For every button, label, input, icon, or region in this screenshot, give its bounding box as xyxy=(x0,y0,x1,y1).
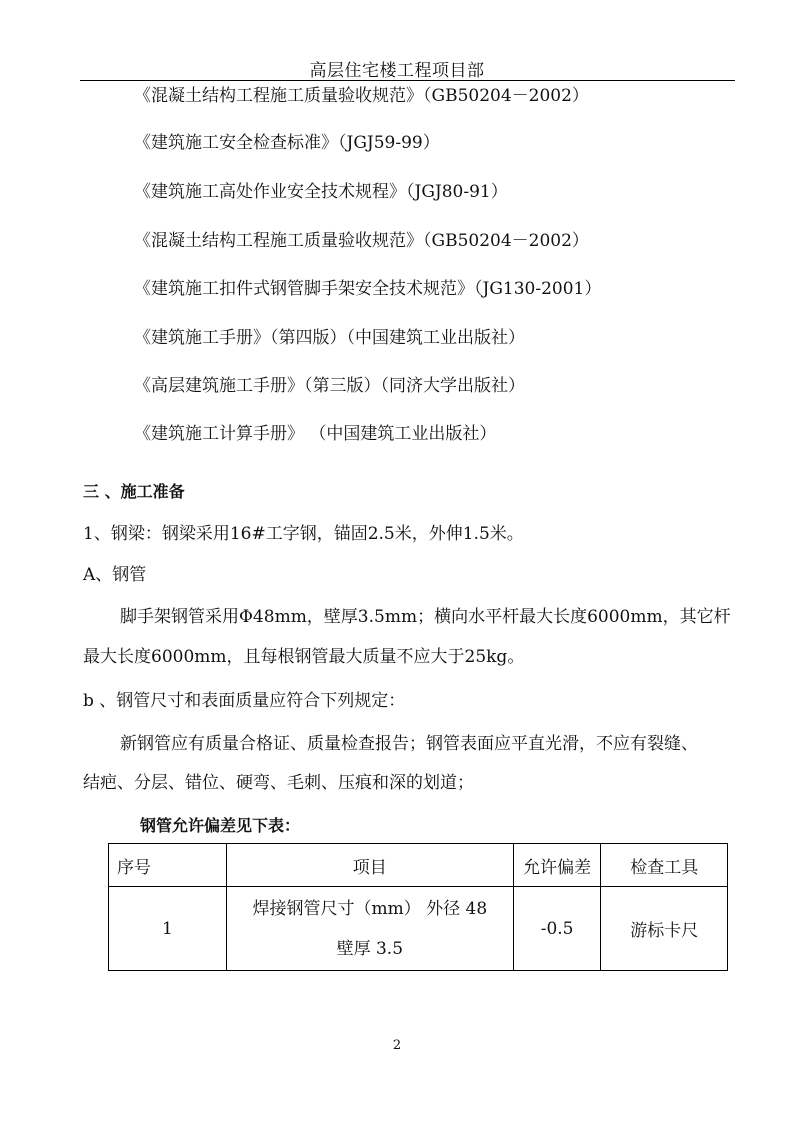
table-caption: 钢管允许偏差见下表： xyxy=(140,816,301,835)
page-number: 2 xyxy=(392,1038,402,1053)
cell-item-line: 焊接钢管尺寸（mm） 外径 48 xyxy=(252,898,488,919)
cell-item xyxy=(226,887,513,971)
table-header-row xyxy=(109,844,728,887)
reference-item: 《混凝土结构工程施工质量验收规范》（GB50204－2002） xyxy=(134,231,589,251)
subsection-b-paragraph-line: 新钢管应有质量合格证、质量检查报告；钢管表面应平直光滑，不应有裂缝、 xyxy=(120,734,698,754)
reference-item: 《混凝土结构工程施工质量验收规范》（GB50204－2002） xyxy=(134,86,589,106)
subsection-a-paragraph-line: 脚手架钢管采用Φ48mm，壁厚3.5mm；横向水平杆最大长度6000mm，其它杆 xyxy=(120,607,731,627)
item-1-steel-beam: 1、钢梁：钢梁采用16#工字钢，锚固2.5米，外伸1.5米。 xyxy=(83,524,524,544)
tolerance-table xyxy=(108,843,728,971)
subsection-a-paragraph-line: 最大长度6000mm，且每根钢管最大质量不应大于25kg。 xyxy=(83,647,525,667)
cell-item-line: 壁厚 3.5 xyxy=(336,938,404,959)
reference-item: 《建筑施工扣件式钢管脚手架安全技术规范》（JG130-2001） xyxy=(134,279,602,299)
column-header-tool: 检查工具 xyxy=(601,844,728,887)
column-header-seq: 序号 xyxy=(109,844,227,887)
table-row xyxy=(109,887,728,971)
reference-item: 《建筑施工手册》（第四版）（中国建筑工业出版社） xyxy=(134,328,525,348)
reference-item: 《高层建筑施工手册》（第三版）（同济大学出版社） xyxy=(134,376,525,396)
section-heading: 三 、施工准备 xyxy=(83,482,185,501)
reference-item: 《建筑施工计算手册》 （中国建筑工业出版社） xyxy=(134,424,497,444)
cell-seq: 1 xyxy=(109,887,227,971)
column-header-item: 项目 xyxy=(226,844,513,887)
column-header-tolerance: 允许偏差 xyxy=(513,844,601,887)
reference-item: 《建筑施工高处作业安全技术规程》（JGJ80-91） xyxy=(134,182,508,202)
reference-item: 《建筑施工安全检查标准》（JGJ59-99） xyxy=(134,133,440,153)
page-header-title: 高层住宅楼工程项目部 xyxy=(309,61,485,81)
cell-tool: 游标卡尺 xyxy=(601,887,728,971)
subsection-a-heading: A、钢管 xyxy=(83,565,147,585)
cell-tolerance: -0.5 xyxy=(513,887,601,971)
subsection-b-heading: b 、钢管尺寸和表面质量应符合下列规定： xyxy=(83,691,406,711)
subsection-b-paragraph-line: 结疤、分层、错位、硬弯、毛刺、压痕和深的划道； xyxy=(83,773,474,793)
header-rule xyxy=(80,80,735,81)
